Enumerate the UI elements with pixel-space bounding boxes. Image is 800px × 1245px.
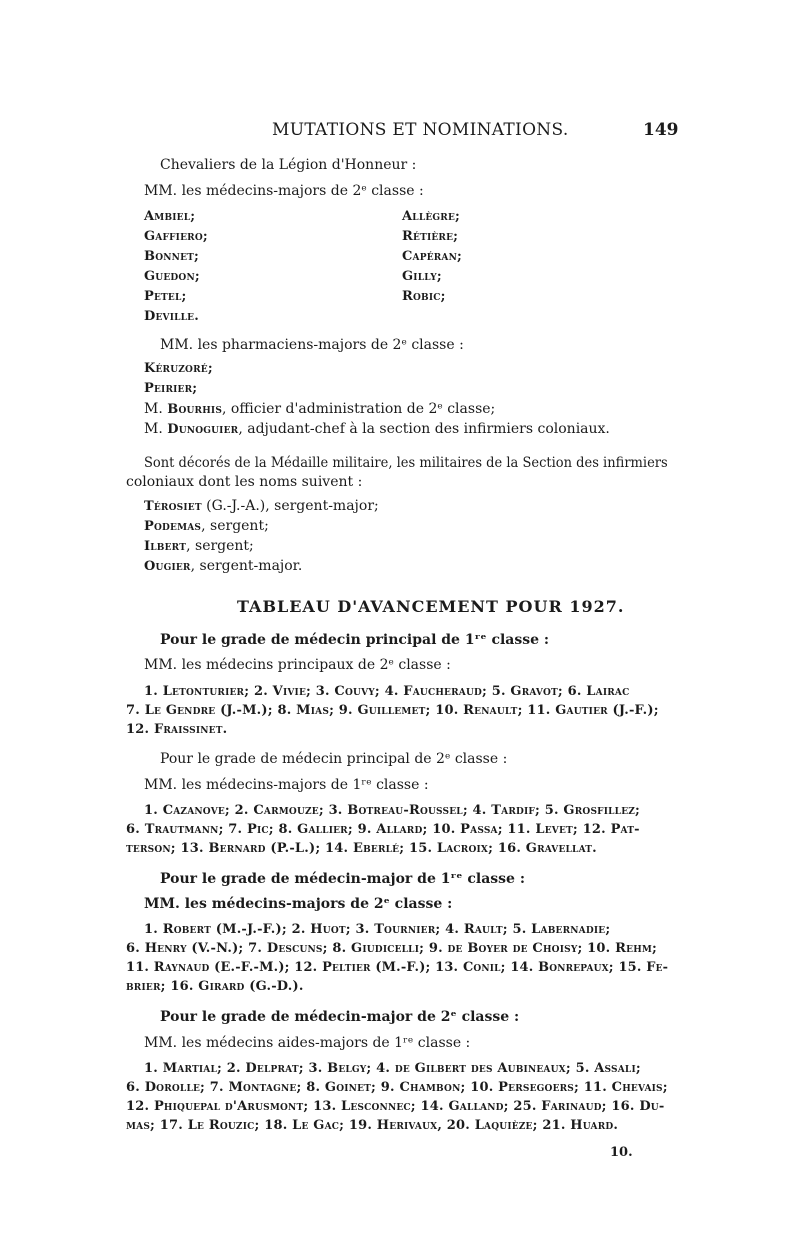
grade-4-list-line-2: 6. Dorolle; 7. Montagne; 8. Goinet; 9. Chambon; 10. Persegoers; 11. Chevais;	[126, 1080, 668, 1095]
grade-1-list-line-3: 12. Fraissinet.	[126, 722, 228, 737]
grade-1-list-line-1: 1. Letonturier; 2. Vivie; 3. Couvy; 4. Faucheraud; 5. Gravot; 6. Lairac	[144, 684, 630, 699]
medaille-person-4	[144, 557, 302, 576]
name-right-5: Robic;	[402, 289, 446, 304]
grade-2-mm: MM. les médecins-majors de 1ʳᵉ classe :	[144, 777, 429, 793]
grade-3-list-line-2: 6. Henry (V.-N.); 7. Descuns; 8. Giudicelli; 9. de Boyer de Choisy; 10. Rehm;	[126, 941, 658, 956]
dunoguier-title: , adjudant-chef à la section des infirmiers coloniaux.	[238, 421, 610, 437]
name-right-3: Capéran;	[402, 249, 463, 264]
name-left-5: Petel;	[144, 289, 187, 304]
bourhis-line	[144, 400, 495, 419]
tableau-title: TABLEAU D'AVANCEMENT POUR 1927.	[237, 597, 625, 616]
grade-2-list-line-1: 1. Cazanove; 2. Carmouze; 3. Botreau-Roussel; 4. Tardif; 5. Grosfillez;	[144, 803, 641, 818]
dunoguier-name: Dunoguier	[167, 422, 239, 437]
name-left-1: Ambiel;	[144, 209, 196, 224]
name-left-3: Bonnet;	[144, 249, 200, 264]
m-prefix: M.	[144, 401, 163, 417]
running-title: MUTATIONS ET NOMINATIONS.	[272, 120, 569, 140]
grade-3-list-line-4: brier; 16. Girard (G.-D.).	[126, 979, 304, 994]
person-rank: , sergent;	[186, 538, 254, 554]
medaille-person-1	[144, 497, 379, 516]
name-left-6: Deville.	[144, 309, 199, 324]
grade-1-list-line-2: 7. Le Gendre (J.-M.); 8. Mias; 9. Guillemet; 10. Renault; 11. Gautier (J.-F.);	[126, 703, 659, 718]
person-rank: , sergent-major.	[190, 558, 303, 574]
grade-4-list-line-3: 12. Phiquepal d'Arusmont; 13. Lesconnec; 14. Galland; 25. Farinaud; 16. Du-	[126, 1099, 665, 1114]
pharmacien-1: Kéruzoré;	[144, 361, 213, 376]
name-right-2: Rétière;	[402, 229, 459, 244]
mm-pharmaciens-line: MM. les pharmaciens-majors de 2ᵉ classe :	[160, 337, 464, 353]
dunoguier-line	[144, 420, 610, 439]
pharmacien-2: Peirier;	[144, 381, 198, 396]
grade-4-heading: Pour le grade de médecin-major de 2ᵉ classe :	[160, 1009, 520, 1025]
person-rank: (G.-J.-A.), sergent-major;	[201, 498, 379, 514]
grade-4-mm: MM. les médecins aides-majors de 1ʳᵉ classe :	[144, 1035, 471, 1051]
grade-4-list-line-4: mas; 17. Le Rouzic; 18. Le Gac; 19. Herivaux, 20. Laquièze; 21. Huard.	[126, 1118, 619, 1133]
grade-2-list-line-3: terson; 13. Bernard (P.-L.); 14. Eberlé; 15. Lacroix; 16. Gravellat.	[126, 841, 597, 856]
name-right-1: Allègre;	[402, 209, 461, 224]
mm-medecins-majors-line: MM. les médecins-majors de 2ᵉ classe :	[144, 183, 424, 199]
name-left-2: Gaffiero;	[144, 229, 208, 244]
grade-1-heading: Pour le grade de médecin principal de 1ʳᵉ classe :	[160, 632, 550, 648]
grade-2-list-line-2: 6. Trautmann; 7. Pic; 8. Gallier; 9. Allard; 10. Passa; 11. Levet; 12. Pat-	[126, 822, 640, 837]
grade-3-heading: Pour le grade de médecin-major de 1ʳᵉ classe :	[160, 871, 526, 887]
m-prefix: M.	[144, 421, 163, 437]
page-header	[0, 120, 800, 144]
person-name: Ilbert	[144, 539, 187, 554]
grade-3-mm: MM. les médecins-majors de 2ᵉ classe :	[144, 896, 453, 912]
grade-1-mm: MM. les médecins principaux de 2ᵉ classe :	[144, 657, 451, 673]
bourhis-title: , officier d'administration de 2ᵉ classe;	[222, 401, 496, 417]
bourhis-name: Bourhis	[167, 402, 223, 417]
grade-2-heading: Pour le grade de médecin principal de 2ᵉ classe :	[160, 751, 508, 767]
page-number: 149	[643, 120, 679, 140]
medaille-person-2	[144, 517, 269, 536]
chevaliers-heading: Chevaliers de la Légion d'Honneur :	[160, 157, 417, 173]
grade-3-list-line-1: 1. Robert (M.-J.-F.); 2. Huot; 3. Tournier; 4. Rault; 5. Labernadie;	[144, 922, 611, 937]
medaille-intro-line-1: Sont décorés de la Médaille militaire, les militaires de la Section des infirmiers	[144, 455, 668, 471]
name-right-4: Gilly;	[402, 269, 442, 284]
person-rank: , sergent;	[201, 518, 269, 534]
medaille-intro-line-2: coloniaux dont les noms suivent :	[126, 474, 363, 490]
signature-mark: 10.	[610, 1145, 633, 1160]
grade-3-list-line-3: 11. Raynaud (E.-F.-M.); 12. Peltier (M.-F.); 13. Conil; 14. Bonrepaux; 15. Fe-	[126, 960, 669, 975]
person-name: Ougier	[144, 559, 191, 574]
medaille-person-3	[144, 537, 254, 556]
grade-4-list-line-1: 1. Martial; 2. Delprat; 3. Belgy; 4. de Gilbert des Aubineaux; 5. Assali;	[144, 1061, 641, 1076]
person-name: Térosiet	[144, 499, 202, 514]
name-left-4: Guedon;	[144, 269, 200, 284]
person-name: Podemas	[144, 519, 202, 534]
